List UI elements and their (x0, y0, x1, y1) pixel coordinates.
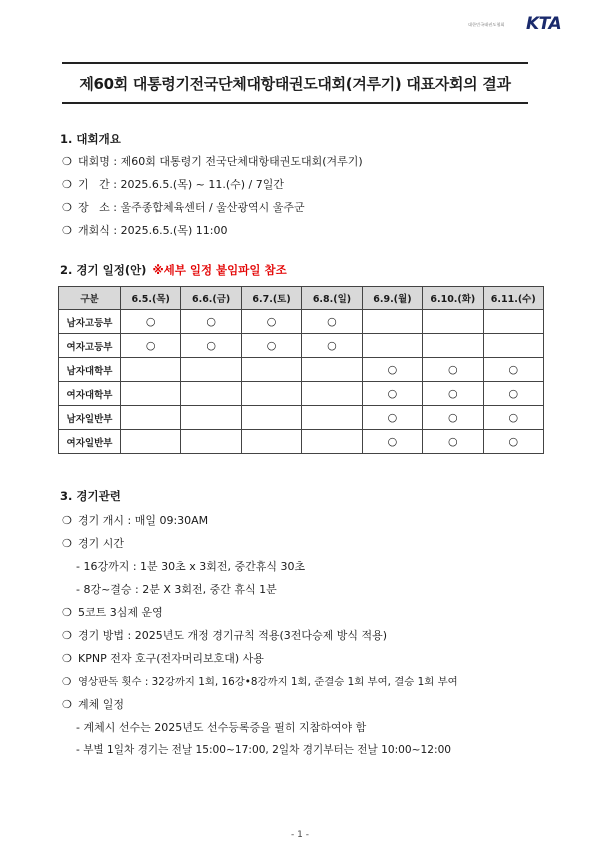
table-cell (362, 310, 422, 334)
bullet-circle-icon: ❍ (62, 178, 72, 191)
bullet-circle-icon: ❍ (62, 537, 72, 550)
table-cell: ○ (362, 406, 422, 430)
overview-item (62, 153, 363, 169)
table-cell (181, 382, 241, 406)
table-row-label: 여자일반부 (59, 430, 121, 454)
table-cell (121, 406, 181, 430)
rule-text: KPNP 전자 호구(전자머리보호대) 사용 (78, 652, 264, 665)
table-cell (423, 310, 483, 334)
table-row-label: 여자대학부 (59, 382, 121, 406)
section-2-heading (60, 262, 287, 278)
table-cell (302, 406, 362, 430)
rule-item (62, 673, 458, 688)
table-row-label: 남자고등부 (59, 310, 121, 334)
overview-item (62, 176, 284, 192)
table-header-row (59, 287, 544, 310)
bullet-circle-icon: ❍ (62, 698, 72, 711)
table-cell: ○ (423, 430, 483, 454)
table-header-cell: 6.7.(토) (241, 287, 301, 310)
table-cell (181, 406, 241, 430)
table-header-cell: 6.11.(수) (483, 287, 543, 310)
bullet-circle-icon: ❍ (62, 514, 72, 527)
table-cell (302, 382, 362, 406)
bullet-circle-icon: ❍ (62, 676, 72, 688)
table-row (59, 310, 544, 334)
table-cell: ○ (181, 334, 241, 358)
table-cell: ○ (423, 382, 483, 406)
table-header-cell: 6.5.(목) (121, 287, 181, 310)
table-cell: ○ (362, 358, 422, 382)
table-cell (302, 430, 362, 454)
overview-text: 개회식 : 2025.6.5.(목) 11:00 (78, 224, 228, 237)
section-3-heading: 3. 경기관련 (60, 489, 121, 503)
document-title-box (62, 62, 528, 104)
table-cell (121, 430, 181, 454)
table-header-cell: 6.6.(금) (181, 287, 241, 310)
table-cell: ○ (423, 358, 483, 382)
schedule-table (58, 286, 544, 454)
table-cell (483, 310, 543, 334)
overview-item (62, 222, 227, 238)
table-cell (483, 334, 543, 358)
table-cell: ○ (362, 430, 422, 454)
table-cell (241, 358, 301, 382)
logo-org-name: 대한민국태권도협회 (468, 22, 505, 27)
rule-text: 영상판독 횟수 : 32강까지 1회, 16강•8강까지 1회, 준결승 1회 부여, 결승 1회 부여 (78, 676, 458, 688)
table-cell (181, 358, 241, 382)
rule-text: 5코트 3심제 운영 (78, 606, 163, 619)
rule-text: 경기 시간 (78, 537, 125, 550)
bullet-circle-icon: ❍ (62, 652, 72, 665)
bullet-circle-icon: ❍ (62, 155, 72, 168)
bullet-circle-icon: ❍ (62, 224, 72, 237)
table-cell (362, 334, 422, 358)
bullet-circle-icon: ❍ (62, 201, 72, 214)
section-1-heading: 1. 대회개요 (60, 132, 121, 146)
table-cell (302, 358, 362, 382)
rule-item (62, 627, 387, 643)
kta-logo (468, 14, 562, 36)
rule-item (62, 604, 163, 620)
overview-text: 기 간 : 2025.6.5.(목) ~ 11.(수) / 7일간 (78, 178, 284, 191)
page-number: - 1 - (291, 830, 309, 840)
table-cell (241, 406, 301, 430)
table-cell (121, 358, 181, 382)
table-header-cell: 6.9.(월) (362, 287, 422, 310)
table-row-label: 남자대학부 (59, 358, 121, 382)
rule-sub-item: - 계체시 선수는 2025년도 선수등록증을 필히 지참하여야 함 (76, 721, 367, 734)
table-row (59, 334, 544, 358)
rule-sub-item: - 부별 1일차 경기는 전날 15:00~17:00, 2일차 경기부터는 전날 10:00~12:00 (76, 744, 452, 756)
table-cell: ○ (362, 382, 422, 406)
table-cell: ○ (483, 430, 543, 454)
table-cell (241, 430, 301, 454)
table-row (59, 406, 544, 430)
table-header-cell: 6.8.(일) (302, 287, 362, 310)
rule-text: 경기 방법 : 2025년도 개정 경기규칙 적용(3전다승제 방식 적용) (78, 629, 388, 642)
rule-sub-item: - 8강~결승 : 2분 X 3회전, 중간 휴식 1분 (76, 583, 277, 596)
table-row (59, 358, 544, 382)
table-header-cell: 6.10.(화) (423, 287, 483, 310)
bullet-circle-icon: ❍ (62, 606, 72, 619)
rule-item (62, 535, 124, 551)
rule-item (62, 696, 124, 712)
table-cell: ○ (423, 406, 483, 430)
table-row-label: 남자일반부 (59, 406, 121, 430)
table-cell: ○ (181, 310, 241, 334)
table-header-cell: 구분 (59, 287, 121, 310)
bullet-circle-icon: ❍ (62, 629, 72, 642)
table-cell: ○ (302, 334, 362, 358)
table-cell: ○ (121, 334, 181, 358)
overview-text: 대회명 : 제60회 대통령기 전국단체대항태권도대회(겨루기) (78, 155, 363, 168)
table-cell: ○ (483, 358, 543, 382)
table-row (59, 430, 544, 454)
table-cell: ○ (121, 310, 181, 334)
table-cell: ○ (302, 310, 362, 334)
rule-item (62, 512, 208, 528)
table-row (59, 382, 544, 406)
table-cell (241, 382, 301, 406)
table-cell: ○ (483, 406, 543, 430)
table-cell (423, 334, 483, 358)
rule-text: 계체 일정 (78, 698, 125, 711)
table-cell: ○ (241, 310, 301, 334)
table-cell: ○ (241, 334, 301, 358)
rule-item (62, 650, 264, 666)
section-2-title: 2. 경기 일정(안) (60, 263, 147, 277)
table-cell (181, 430, 241, 454)
rule-sub-item: - 16강까지 : 1분 30초 x 3회전, 중간휴식 30초 (76, 560, 306, 573)
overview-item (62, 199, 305, 215)
table-cell (121, 382, 181, 406)
overview-text: 장 소 : 울주종합체육센터 / 울산광역시 울주군 (78, 201, 305, 214)
rule-text: 경기 개시 : 매일 09:30AM (78, 514, 209, 527)
table-row-label: 여자고등부 (59, 334, 121, 358)
section-2-note: ※세부 일정 붙임파일 참조 (152, 263, 287, 277)
document-title: 제60회 대통령기전국단체대항태권도대회(겨루기) 대표자회의 결과 (79, 74, 511, 93)
table-cell: ○ (483, 382, 543, 406)
logo-mark: KTA (526, 14, 562, 34)
